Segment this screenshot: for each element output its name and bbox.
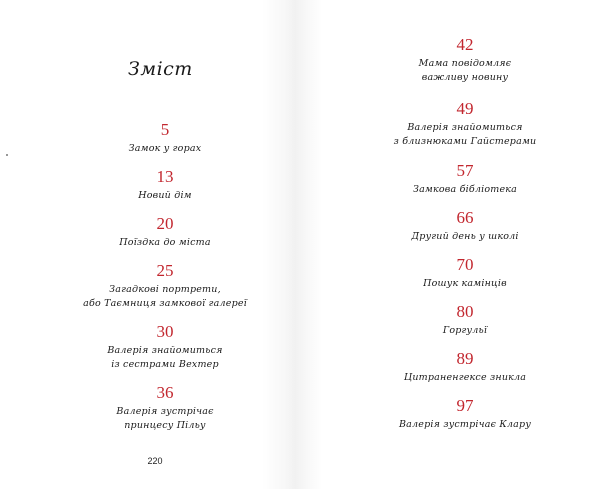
toc-chapter-title: із сестрами Вехтер — [111, 359, 219, 370]
toc-chapter-title: Мама повідомляє — [418, 58, 512, 69]
toc-chapter-title: Другий день у школі — [411, 231, 519, 242]
toc-chapter-title: або Таємниця замкової галереї — [83, 298, 247, 309]
toc-entry — [370, 209, 560, 244]
toc-entry — [370, 36, 560, 85]
toc-chapter-title: Замок у горах — [128, 143, 202, 154]
toc-page-number: 97 — [456, 396, 474, 415]
toc-page-number: 13 — [156, 167, 174, 186]
toc-page-number: 36 — [156, 383, 174, 402]
margin-mark — [6, 154, 8, 156]
toc-entry — [370, 303, 560, 338]
page-title: Зміст — [128, 58, 193, 80]
toc-chapter-title: Загадкові портрети, — [109, 284, 221, 295]
toc-page-number: 49 — [456, 99, 474, 118]
toc-chapter-title: Замкова бібліотека — [412, 184, 518, 195]
toc-page-number: 57 — [456, 161, 474, 180]
toc-chapter-title: Валерія знайомиться — [107, 345, 223, 356]
toc-entry — [70, 323, 260, 372]
toc-chapter-title: Новий дім — [138, 190, 192, 201]
toc-page-number: 70 — [456, 255, 474, 274]
toc-entry — [70, 215, 260, 250]
toc-page-number: 30 — [156, 322, 174, 341]
toc-entry — [370, 100, 560, 149]
toc-chapter-title: Поїздка до міста — [119, 237, 211, 248]
toc-chapter-title: Валерія зустрічає Клару — [398, 419, 532, 430]
toc-entry — [70, 384, 260, 433]
toc-entry — [70, 168, 260, 203]
toc-chapter-title: з близнюками Гайстерами — [393, 136, 537, 147]
toc-chapter-title: Валерія зустрічає — [116, 406, 214, 417]
toc-page-number: 42 — [456, 35, 474, 54]
toc-page-number: 66 — [456, 208, 474, 227]
toc-page-number: 25 — [156, 261, 174, 280]
toc-chapter-title: принцесу Пільу — [124, 420, 206, 431]
toc-entry — [370, 256, 560, 291]
toc-entry — [370, 162, 560, 197]
toc-page-number: 20 — [156, 214, 174, 233]
toc-chapter-title: Валерія знайомиться — [407, 122, 523, 133]
page-gutter — [262, 0, 322, 489]
toc-chapter-title: Пошук камінців — [423, 278, 507, 289]
toc-page-number: 5 — [160, 120, 170, 139]
toc-chapter-title: Горгульї — [442, 325, 488, 336]
toc-page-number: 89 — [456, 349, 474, 368]
toc-entry — [70, 262, 260, 311]
toc-chapter-title: важливу новину — [421, 72, 509, 83]
toc-entry — [370, 350, 560, 385]
folio-page-number: 220 — [147, 456, 163, 466]
toc-chapter-title: Цитраненгексе зникла — [403, 372, 527, 383]
toc-entry — [70, 121, 260, 156]
toc-entry — [370, 397, 560, 432]
toc-page-number: 80 — [456, 302, 474, 321]
